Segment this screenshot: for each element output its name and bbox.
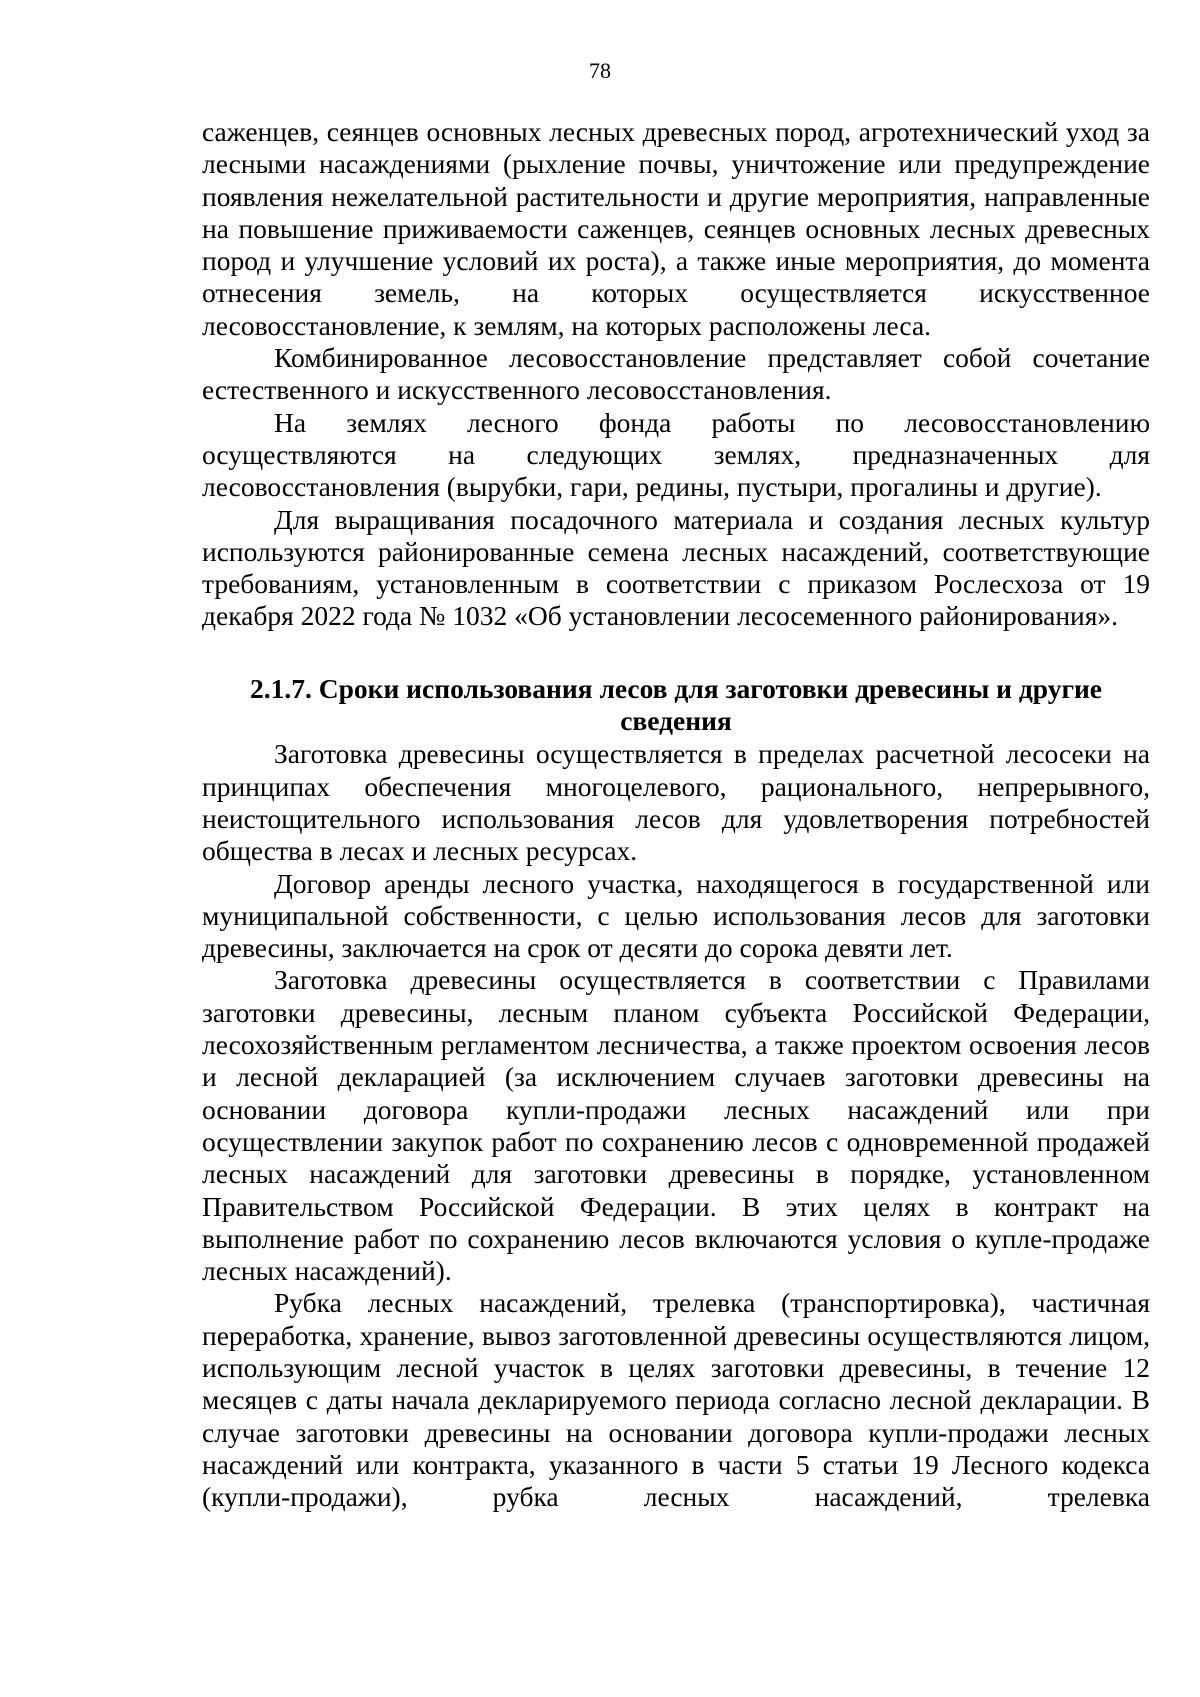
paragraph-felling-terms: Рубка лесных насаждений, трелевка (транспортировка), частичная переработка, хранение, вывоз заготовленной древесины осуществляются лицом, использующим лесной участок в целях заготовки древесины, в течение 12 месяцев с даты начала декларируемого периода согласно лесной декларации. В случае заготовки древесины на основании договора купли-продажи лесных насаждений или контракта, указанного в части 5 статьи 19 Лесного кодекса (купли-продажи), рубка лесных насаждений, трелевка — [202, 1287, 1150, 1513]
paragraph-reforestation-lands: На землях лесного фонда работы по лесовосстановлению осуществляются на следующих землях, предназначенных для лесовосстановления (вырубки, гари, редины, пустыри, прогалины и другие). — [202, 406, 1150, 503]
paragraph-harvesting-rules: Заготовка древесины осуществляется в соответствии с Правилами заготовки древесины, лесным планом субъекта Российской Федерации, лесохозяйственным регламентом лесничества, а также проектом освоения лесов и лесной декларацией (за исключением случаев заготовки древесины на основании договора купли-продажи лесных насаждений или при осуществлении закупок работ по сохранению лесов с одновременной продажей лесных насаждений для заготовки древесины в порядке, установленном Правительством Российской Федерации. В этих целях в контракт на выполнение работ по сохранению лесов включаются условия о купле-продаже лесных насаждений). — [202, 964, 1150, 1287]
paragraph-lease-agreement: Договор аренды лесного участка, находящегося в государственной или муниципальной собственности, с целью использования лесов для заготовки древесины, заключается на срок от десяти до сорока девяти лет. — [202, 867, 1150, 964]
paragraph-combined-reforestation: Комбинированное лесовосстановление представляет собой сочетание естественного и искусственного лесовосстановления. — [202, 342, 1150, 406]
paragraph-timber-harvesting: Заготовка древесины осуществляется в пределах расчетной лесосеки на принципах обеспечения многоцелевого, рационального, непрерывного, неистощительного использования лесов для удовлетворения потребностей общества в лесах и лесных ресурсах. — [202, 738, 1150, 867]
page-number: 78 — [589, 58, 611, 83]
document-body — [202, 116, 1150, 1513]
paragraph-zoned-seeds: Для выращивания посадочного материала и создания лесных культур используются районированные семена лесных насаждений, соответствующие требованиям, установленным в соответствии с приказом Рослесхоза от 19 декабря 2022 года № 1032 «Об установлении лесосеменного районирования». — [202, 503, 1150, 632]
paragraph-continued: саженцев, сеянцев основных лесных древесных пород, агротехнический уход за лесными насаждениями (рыхление почвы, уничтожение или предупреждение появления нежелательной растительности и другие мероприятия, направленные на повышение приживаемости саженцев, сеянцев основных лесных древесных пород и улучшение условий их роста), а также иные мероприятия, до момента отнесения земель, на которых осуществляется искусственное лесовосстановление, к землям, на которых расположены леса. — [202, 116, 1150, 341]
section-heading: 2.1.7. Сроки использования лесов для заготовки древесины и другие сведения — [249, 672, 1103, 737]
